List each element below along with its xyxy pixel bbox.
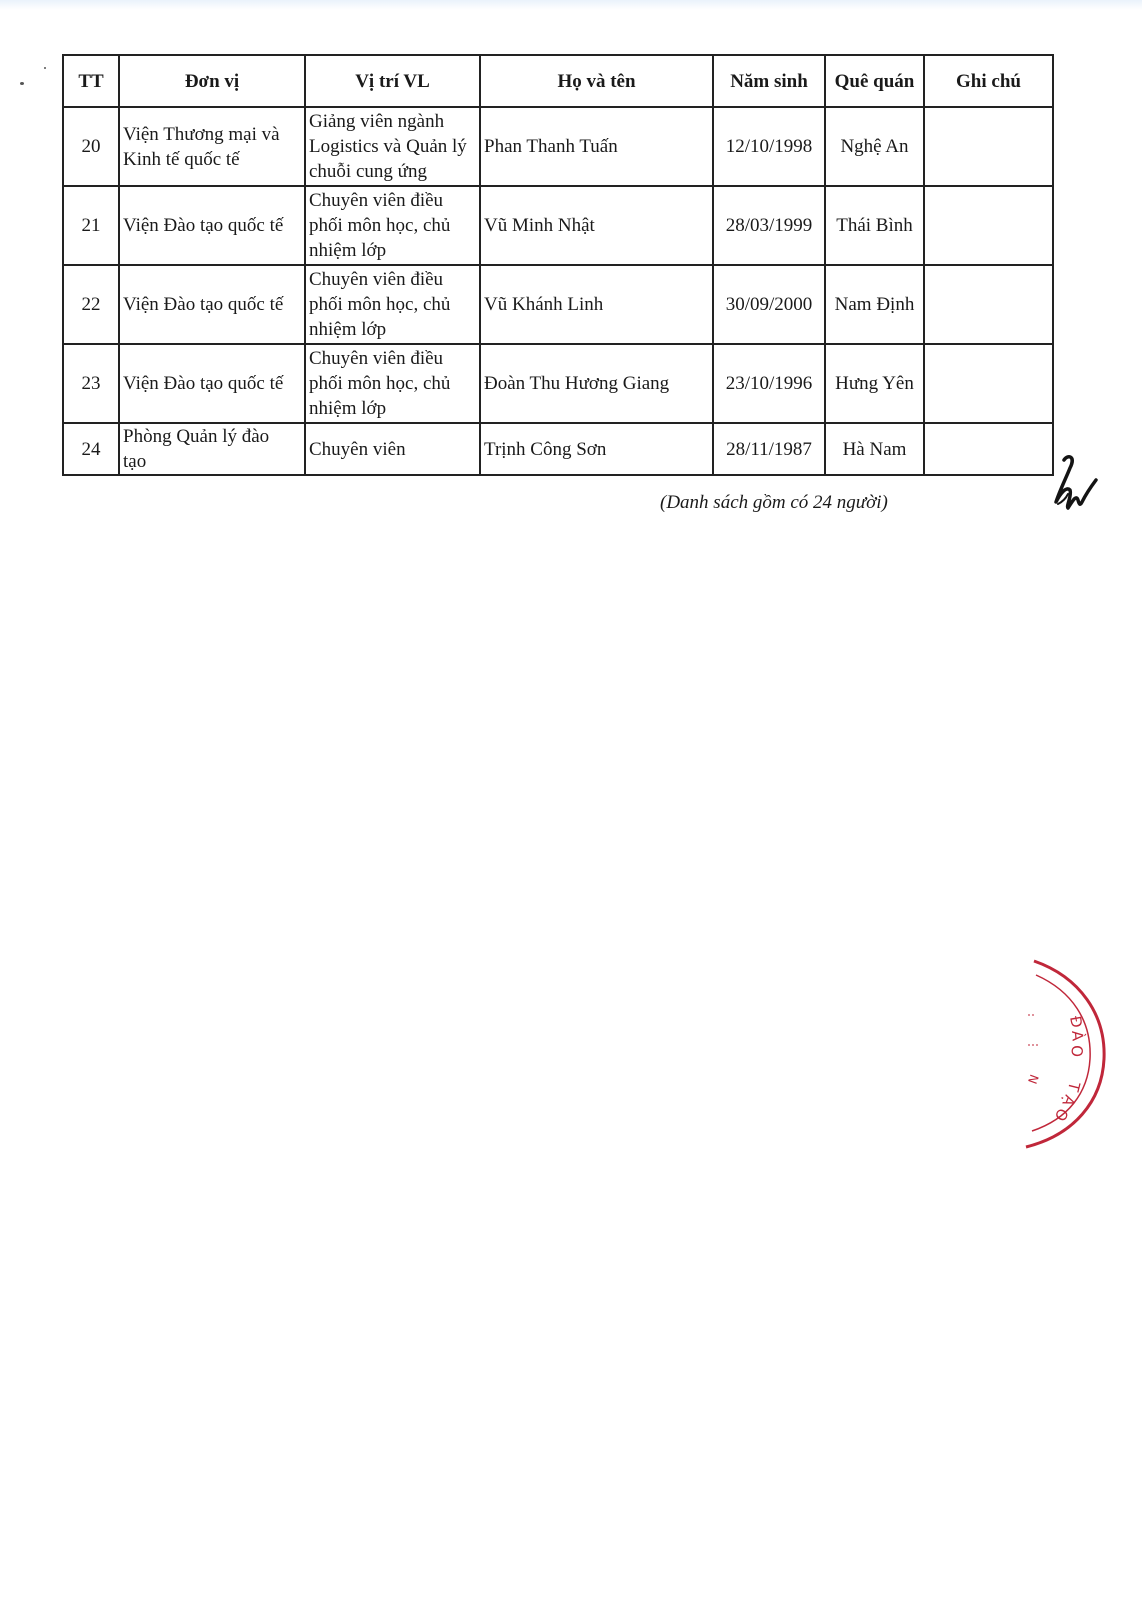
cell-line: Viện Đào tạo quốc tế [123,294,284,315]
cell-tt: 21 [63,186,119,265]
cell-line: Kinh tế quốc tế [123,148,240,170]
cell-dob: 12/10/1998 [713,107,825,186]
header-dob: Năm sinh [713,55,825,107]
cell-unit [119,265,305,344]
staff-list-table-container [62,54,1054,476]
staff-list-table [62,54,1054,476]
scan-speck [44,67,46,69]
cell-line: nhiệm lớp [309,319,387,340]
cell-name: Trịnh Công Sơn [480,423,713,475]
cell-tt: 22 [63,265,119,344]
svg-text:T: T [1063,1080,1084,1094]
svg-text:O: O [1050,1105,1073,1125]
table-row [63,186,1053,265]
svg-text:À: À [1068,1030,1087,1042]
cell-line: tạo [123,451,147,472]
cell-line: Chuyên viên điều [309,348,444,369]
cell-line: Chuyên viên điều [309,269,444,290]
table-row [63,423,1053,475]
cell-name: Đoàn Thu Hương Giang [480,344,713,423]
cell-tt: 24 [63,423,119,475]
cell-line: Logistics và Quản lý [309,136,467,157]
table-row [63,265,1053,344]
cell-line: nhiệm lớp [309,240,387,261]
cell-name: Vũ Khánh Linh [480,265,713,344]
svg-text:Ạ: Ạ [1058,1092,1079,1109]
cell-tt: 23 [63,344,119,423]
cell-line: Giảng viên ngành [309,111,445,132]
cell-hometown: Hà Nam [825,423,924,475]
header-name: Họ và tên [480,55,713,107]
cell-line: phối môn học, chủ [309,215,451,236]
cell-line: Viện Đào tạo quốc tế [123,215,284,236]
cell-position [305,265,480,344]
cell-hometown: Nghệ An [825,107,924,186]
cell-note [924,423,1053,475]
header-position: Vị trí VL [305,55,480,107]
cell-line: Viện Thương mại và [123,123,280,145]
cell-hometown: Nam Định [825,265,924,344]
cell-line: Viện Đào tạo quốc tế [123,373,284,394]
cell-line: Chuyên viên [309,438,406,460]
cell-hometown: Hưng Yên [825,344,924,423]
table-header [63,55,1053,107]
cell-dob: 23/10/1996 [713,344,825,423]
cell-line: Chuyên viên điều [309,190,444,211]
cell-line: nhiệm lớp [309,398,387,419]
header-unit: Đơn vị [119,55,305,107]
table-row [63,107,1053,186]
cell-position [305,186,480,265]
cell-name: Phan Thanh Tuấn [480,107,713,186]
scan-top-edge [0,0,1142,10]
cell-line: chuỗi cung ứng [309,161,427,182]
cell-dob: 28/11/1987 [713,423,825,475]
svg-text:N: N [1025,1072,1042,1087]
cell-position [305,423,480,475]
cell-line: phối môn học, chủ [309,294,451,315]
cell-line: phối môn học, chủ [309,373,451,394]
table-row [63,344,1053,423]
cell-line: Phòng Quản lý đào [123,426,270,447]
table-header-row [63,55,1053,107]
official-seal-icon [1020,955,1110,1155]
cell-hometown: Thái Bình [825,186,924,265]
scan-speck [20,82,24,85]
cell-note [924,344,1053,423]
cell-position [305,107,480,186]
signature-initials-icon [1046,450,1106,520]
svg-text:Đ: Đ [1066,1014,1086,1030]
header-note: Ghi chú [924,55,1053,107]
cell-dob: 30/09/2000 [713,265,825,344]
cell-unit [119,344,305,423]
header-tt: TT [63,55,119,107]
summary-note: (Danh sách gồm có 24 người) [660,492,888,513]
cell-position [305,344,480,423]
table-body [63,107,1053,475]
cell-tt: 20 [63,107,119,186]
header-hometown: Quê quán [825,55,924,107]
cell-note [924,107,1053,186]
cell-name: Vũ Minh Nhật [480,186,713,265]
cell-note [924,265,1053,344]
cell-unit [119,107,305,186]
cell-unit [119,186,305,265]
cell-unit [119,423,305,475]
svg-text:O: O [1067,1044,1086,1058]
cell-dob: 28/03/1999 [713,186,825,265]
cell-note [924,186,1053,265]
